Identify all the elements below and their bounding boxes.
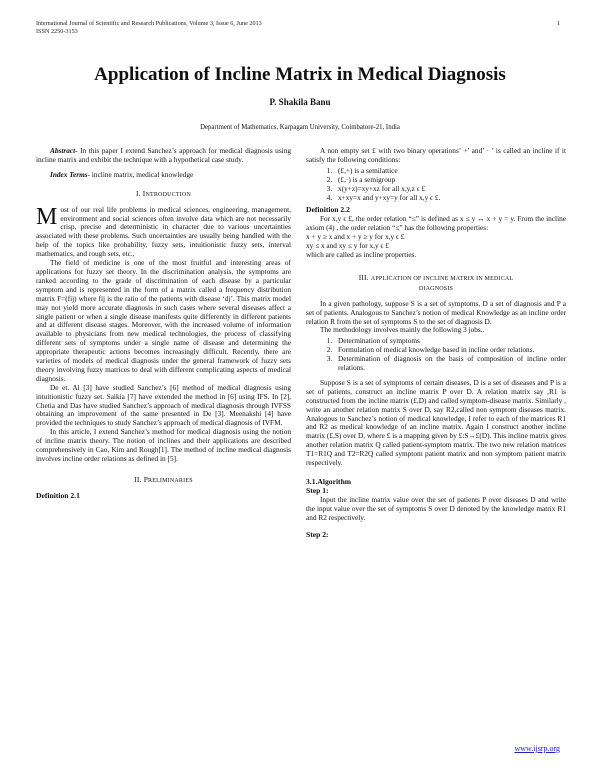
- section-heading-application: III. APPLICATION OF INCLINE MATRIX IN MEDICAL DIAGNOSIS: [358, 272, 514, 292]
- right-column: [306, 147, 566, 539]
- application-paragraph-2: The methodology involves mainly the following 3 jobs..: [320, 325, 485, 335]
- definition-2-2-line-2: xy ≤ x and xy ≤ y for x,y ϵ £: [306, 241, 389, 251]
- list-item: 4. x+xy=x and y+xy=y for all x,y ϵ £.: [334, 194, 566, 203]
- issn: ISSN 2250-3153: [36, 28, 78, 35]
- list-item: 2. (£,·) is a semigroup: [334, 176, 566, 185]
- section-heading-introduction: I. INTRODUCTION: [136, 188, 191, 198]
- abstract-label: Abstract-: [50, 146, 78, 155]
- definition-2-2-label: Definition 2.2: [306, 205, 350, 215]
- index-terms-text: - incline matrix, medical knowledge: [87, 169, 194, 179]
- step-1-label: Step 1:: [306, 485, 329, 495]
- page-number: 1: [556, 20, 560, 27]
- definition-2-2-line-1: x + y ≥ x and x + y ≥ y for x,y ϵ £: [306, 232, 405, 242]
- list-item: 1. (£,+) is a semilattice: [334, 167, 566, 176]
- journal-name: International Journal of Scientific and Research Publications, Volume 3, Issue 6, June 2013: [36, 20, 262, 27]
- footer-website-link[interactable]: www.ijsrp.org: [514, 744, 560, 753]
- paper-title: Application of Incline Matrix in Medical Diagnosis: [94, 64, 506, 85]
- section-heading-preliminaries: II. PRELIMINARIES: [134, 474, 193, 484]
- list-item: 1. Determination of symptoms: [334, 337, 566, 346]
- list-item: 3. Determination of diagnosis on the basis of composition of incline order relations.: [334, 355, 566, 373]
- methodology-jobs-list: [306, 337, 566, 373]
- definition-2-1-text: A non empty set £ with two binary operations’ +’ and’ · ’ is called an incline if it satisfy the following conditions:: [306, 146, 566, 164]
- incline-conditions-list: [306, 167, 566, 203]
- application-paragraph-1: In a given pathology, suppose S is a set of symptoms, D a set of diagnosis and P a set of patients. Analogous to Sanchez’s notion of medical Knowledge as an incline order relation R from the set of symptoms S to the set of diagnosis D.: [306, 298, 566, 326]
- step-1-text: Input the incline matrix value over the set of patients P over diseases D and write the input value over the set of symptoms S over D denoted by the knowledge matrix R1 and R2 respectively.: [306, 494, 566, 522]
- intro-paragraph-3: De et. Al [3] have studied Sanchez’s [6] method of medical diagnosis using intuitionistic fuzzy set. Saikia [7] have extended the method in [6] using IFS. In [2], Chetia and Das have studied Sanchez’s approach of medical diagnosis through IVFSS obtaining an improvement of the same presented in De [3]. Meenakshi [4] have provided the techniques to study Sanchez’s approach of medical diagnosis of IVFM.: [36, 382, 291, 428]
- index-terms: [36, 171, 291, 180]
- intro-paragraph-4: In this article, I extend Sanchez’s method for medical diagnosis using the notion of incline matrix theory. The notion of inclines and their applications are described comprehensively in Cao, Kim and Rough[1]. The method of incline medical diagnosis involves incline order relations as defined in [5].: [36, 427, 291, 463]
- list-item: 3. x(y+z)=xy+xz for all x,y,z ϵ £: [334, 185, 566, 194]
- application-paragraph-3: Suppose S is a set of symptoms of certain diseases, D is a set of diseases and P is a set of patients, construct an incline matrix P over D. A relation matrix say ,R1 is constructed from the incline matrix (£,D) and called symptom-disease matrix. Similarly , write an another relation matrix S over D, say R2,called non symptom diseases matrix. Analogous to Sanchez’s notion of medical knowledge, I refer to each of the matrices R1 and R2 as medical knowledge of an incline matrix. Again I construct another incline matrix (£,S) over D, where £ is a mapping given by £:S→£(D). This incline matrix gives another relation matrix Q called patient-symptom matrix. The two new relation matrices T1=R1Q and T2=R2Q called symptom patient matrix and non symptom patient matrix respectively.: [306, 377, 566, 468]
- affiliation: Department of Mathematics, Karpagam University, Coimbatore-21, India: [200, 124, 400, 131]
- running-header: [36, 20, 262, 36]
- abstract-text: In this paper I extend Sanchez’s approach for medical diagnosis using incline matrix and exhibit the technique with a hypothetical case study.: [36, 146, 291, 164]
- abstract: [36, 147, 291, 165]
- definition-2-2-tail: which are called as incline properties.: [306, 249, 417, 259]
- index-terms-label: Index Terms: [50, 169, 88, 179]
- definition-2-2-text: For x,y ϵ £, the order relation “≤” is defined as x ≤ y ↔ x + y = y. From the incline axiom (4) , the order relation “≤” has the following properties:: [306, 214, 566, 233]
- algorithm-heading: 3.1.Algorithm: [306, 477, 352, 486]
- author-name: P. Shakila Banu: [269, 97, 331, 107]
- intro-paragraph-1: Most of our real life problems in medical sciences, engineering, management, environment and social sciences often involve data which are not necessarily crisp, precise and deterministic in character due to various uncertainties associated with these problems. Such uncertainties are usually being handled with the help of the topics like probability, fuzzy sets, intuitionistic fuzzy sets, interval mathematics, and rough sets, etc.,: [36, 203, 291, 259]
- list-item: 2. Formulation of medical knowledge based in incline order relations.: [334, 346, 566, 355]
- definition-2-1-label: Definition 2.1: [36, 490, 80, 500]
- step-2-label: Step 2:: [306, 529, 329, 539]
- intro-paragraph-2: The field of medicine is one of the most fruitful and interesting areas of applications for fuzzy set theory. In the discrimination analysis, the symptoms are ranked according to the grade of discrimination of each disease by a particular symptom and is represented in the form of a matrix called a frequency distribution matrix F=(fij) where fij is the ratio of the patients with disease ‘dj’. This matrix model may not yield more accurate diagnosis in such cases where several diseases affect a single patient or when a single disease manifests quite differently in different patients and at different disease stages. Moreover, with the increased volume of information available to physicians from new medical technologies, the process of classifying different sets of symptoms under a single name of disease and determining the appropriate therapeutic actions becomes increasingly difficult. Recently, there are varieties of models of medical diagnosis under the general framework of fuzzy sets theory involving fuzzy matrices to deal with different complicating aspects of medical diagnosis.: [36, 258, 291, 383]
- drop-cap: M: [36, 203, 58, 230]
- left-column: [36, 147, 291, 501]
